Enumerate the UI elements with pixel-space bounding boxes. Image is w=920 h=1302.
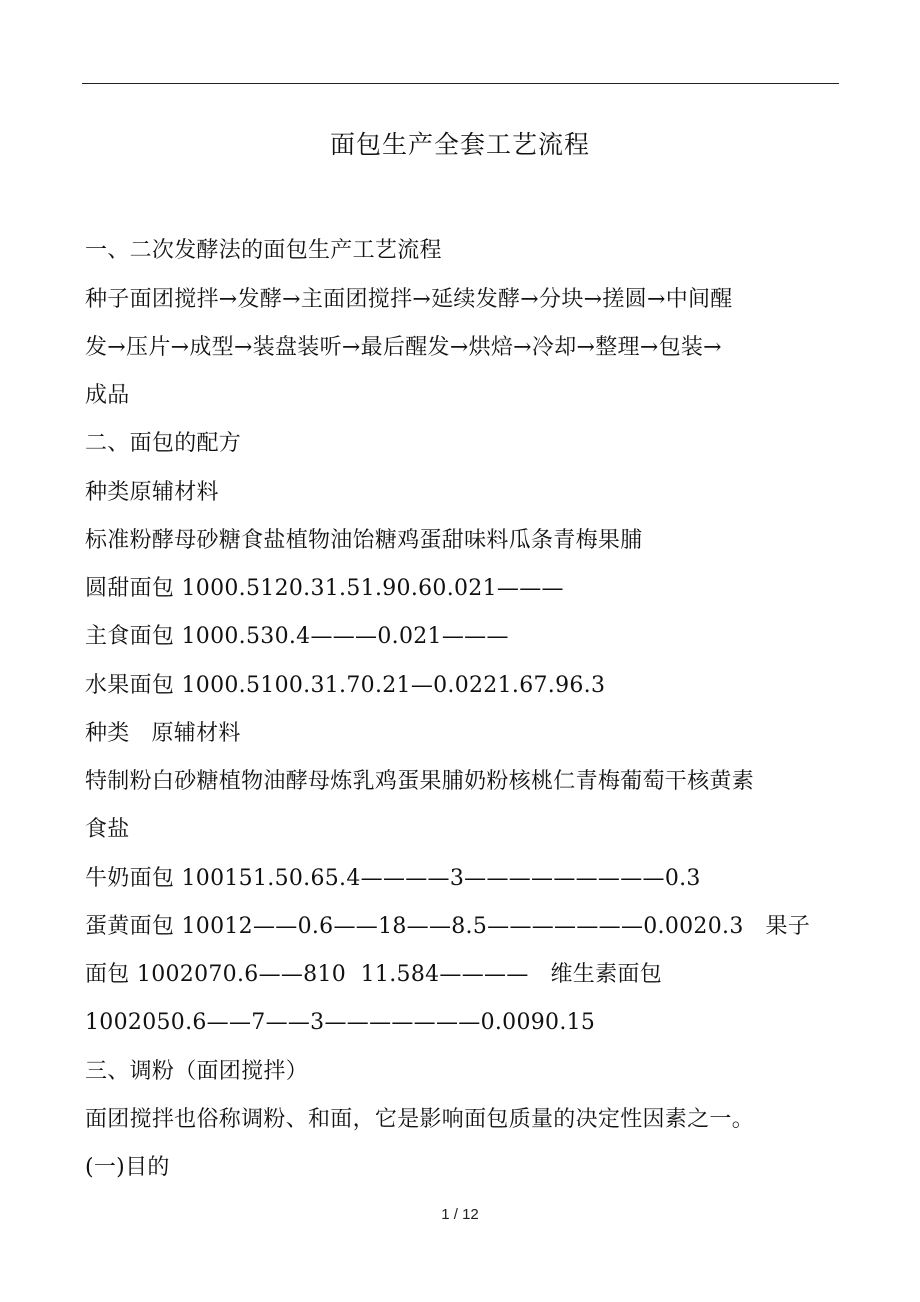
document-title: 面包生产全套工艺流程	[329, 130, 590, 159]
body-line-table2-row-4: 1002050.6——7——3———————0.0090.15	[85, 1010, 596, 1035]
page-number: 1 / 12	[441, 1206, 479, 1223]
header-rule	[82, 83, 839, 84]
body-line-table2-columns-cont: 食盐	[85, 817, 130, 842]
body-line-process-3: 成品	[85, 383, 130, 408]
section-heading-3: 三、调粉（面团搅拌）	[85, 1059, 309, 1084]
body-line-table1-header: 种类原辅材料	[85, 480, 219, 505]
body-line-process-2: 发→压片→成型→装盘装听→最后醒发→烘焙→冷却→整理→包装→	[85, 335, 722, 360]
body-line-table2-row-3: 面包 1002070.6——810 11.584———— 维生素面包	[85, 962, 662, 987]
body-line-table2-row-2: 蛋黄面包 10012——0.6——18——8.5———————0.0020.3 果子	[85, 914, 811, 939]
body-line-table1-row-3: 水果面包 1000.5100.31.70.21—0.0221.67.96.3	[85, 673, 606, 698]
body-line-mixing-intro: 面团搅拌也俗称调粉、和面，它是影响面包质量的决定性因素之一。	[85, 1107, 755, 1132]
body-line-table1-columns: 标准粉酵母砂糖食盐植物油饴糖鸡蛋甜味料瓜条青梅果脯	[85, 528, 643, 553]
body-line-table1-row-1: 圆甜面包 1000.5120.31.51.90.60.021———	[85, 576, 564, 601]
subsection-heading-purpose: (一)目的	[85, 1155, 170, 1180]
body-line-table1-row-2: 主食面包 1000.530.4———0.021———	[85, 624, 509, 649]
section-heading-1: 一、二次发酵法的面包生产工艺流程	[85, 238, 442, 263]
body-line-table2-header: 种类 原辅材料	[85, 721, 241, 746]
body-line-table2-columns: 特制粉白砂糖植物油酵母炼乳鸡蛋果脯奶粉核桃仁青梅葡萄干核黄素	[85, 769, 755, 794]
section-heading-2: 二、面包的配方	[85, 431, 242, 456]
body-line-table2-row-1: 牛奶面包 100151.50.65.4————3—————————0.3	[85, 866, 701, 891]
body-line-process-1: 种子面团搅拌→发酵→主面团搅拌→延续发酵→分块→搓圆→中间醒	[85, 287, 733, 312]
